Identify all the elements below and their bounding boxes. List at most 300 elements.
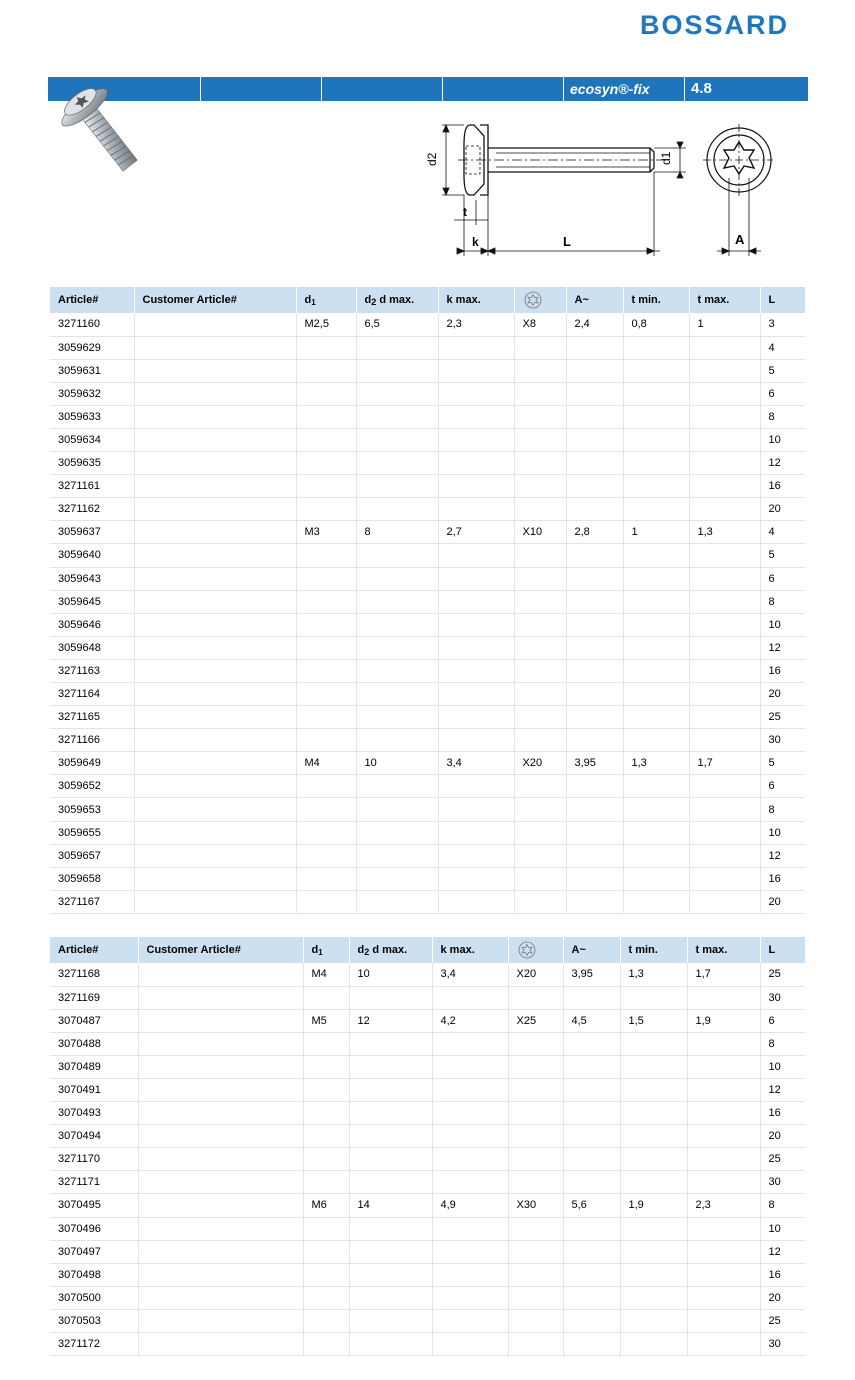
table-cell — [356, 821, 438, 844]
table-cell: 14 — [349, 1194, 432, 1217]
table-cell — [432, 1240, 508, 1263]
table-row — [50, 1194, 805, 1217]
label-d2: d2 — [425, 152, 439, 166]
table-cell — [134, 590, 296, 613]
table-row — [50, 1286, 805, 1309]
table-cell: 1 — [689, 313, 760, 336]
table-cell — [566, 867, 623, 890]
table-cell: 3271167 — [50, 890, 134, 913]
table-cell: 3271166 — [50, 729, 134, 752]
table-row — [50, 683, 805, 706]
table-cell — [303, 1055, 349, 1078]
table-cell: 3271171 — [50, 1171, 138, 1194]
table-cell — [138, 1309, 303, 1332]
table-cell — [566, 405, 623, 428]
table-cell — [296, 683, 356, 706]
table-cell: 3070503 — [50, 1309, 138, 1332]
table-cell — [356, 706, 438, 729]
table-cell — [689, 498, 760, 521]
table-cell: 5 — [760, 752, 805, 775]
table-cell: M4 — [303, 963, 349, 986]
table-cell — [566, 336, 623, 359]
product-header-bar — [48, 77, 808, 101]
table-cell — [566, 798, 623, 821]
table-cell: 3070488 — [50, 1032, 138, 1055]
table-cell: 2,7 — [438, 521, 514, 544]
table-cell — [138, 1217, 303, 1240]
table-cell — [296, 729, 356, 752]
table-row — [50, 1125, 805, 1148]
table-cell: 3070497 — [50, 1240, 138, 1263]
table-cell — [134, 313, 296, 336]
table-cell — [623, 428, 689, 451]
table-cell — [689, 567, 760, 590]
table-cell — [508, 1125, 563, 1148]
table-cell — [134, 683, 296, 706]
table-cell — [563, 1286, 620, 1309]
table-cell — [514, 659, 566, 682]
table-cell — [563, 1148, 620, 1171]
table-cell: 3271168 — [50, 963, 138, 986]
table-cell — [296, 382, 356, 405]
table-cell: 20 — [760, 1125, 805, 1148]
table-cell: 8 — [760, 1194, 805, 1217]
table-cell — [296, 821, 356, 844]
table-cell — [689, 590, 760, 613]
table-cell — [514, 867, 566, 890]
table-cell — [566, 683, 623, 706]
table-cell — [563, 1333, 620, 1356]
table-cell: 3070487 — [50, 1009, 138, 1032]
table-cell — [508, 1102, 563, 1125]
table-cell — [349, 1333, 432, 1356]
table-cell: 3059629 — [50, 336, 134, 359]
table-cell — [514, 890, 566, 913]
table-cell — [620, 1055, 687, 1078]
table-cell: 3070496 — [50, 1217, 138, 1240]
table-cell: 8 — [760, 590, 805, 613]
table-cell — [514, 359, 566, 382]
table-cell: 1,3 — [620, 963, 687, 986]
col-d1: $d_1$ — [303, 937, 349, 963]
table-cell — [438, 683, 514, 706]
table-cell — [356, 867, 438, 890]
table-cell — [134, 428, 296, 451]
table-header-row — [50, 287, 805, 313]
table-cell — [623, 636, 689, 659]
table-cell — [356, 475, 438, 498]
table-cell — [689, 821, 760, 844]
table-cell — [134, 636, 296, 659]
table-cell — [689, 844, 760, 867]
table-cell: 8 — [760, 798, 805, 821]
table-cell: 25 — [760, 1148, 805, 1171]
col-drive — [514, 287, 566, 313]
table-cell — [514, 821, 566, 844]
col-article: Article# — [50, 287, 134, 313]
table-cell — [620, 1032, 687, 1055]
table-cell — [134, 775, 296, 798]
table-cell — [566, 567, 623, 590]
table-cell — [356, 567, 438, 590]
table-cell — [508, 986, 563, 1009]
table-cell: 3059646 — [50, 613, 134, 636]
table-cell — [349, 1148, 432, 1171]
table-cell — [508, 1286, 563, 1309]
col-t-max: t max. — [687, 937, 760, 963]
table-cell: 3070493 — [50, 1102, 138, 1125]
table-cell: X8 — [514, 313, 566, 336]
bossard-logo: BOSSARD — [640, 10, 790, 40]
table-cell: 3070495 — [50, 1194, 138, 1217]
label-A: A — [735, 232, 745, 247]
table-cell — [620, 986, 687, 1009]
table-cell — [296, 590, 356, 613]
table-header-row — [50, 937, 805, 963]
table-cell — [349, 1171, 432, 1194]
table-cell — [349, 1286, 432, 1309]
table-cell: 3271165 — [50, 706, 134, 729]
table-cell — [432, 986, 508, 1009]
table-cell — [303, 1032, 349, 1055]
table-cell — [623, 590, 689, 613]
table-row — [50, 844, 805, 867]
strength-grade: 4.8 — [691, 80, 712, 97]
table-cell — [623, 382, 689, 405]
table-cell — [623, 775, 689, 798]
col-a: A~ — [566, 287, 623, 313]
table-cell — [138, 1263, 303, 1286]
col-d1: $d_1$ — [296, 287, 356, 313]
table-cell: 3059652 — [50, 775, 134, 798]
technical-drawing — [418, 110, 738, 260]
table-cell: 3070494 — [50, 1125, 138, 1148]
table-cell — [687, 986, 760, 1009]
table-cell — [689, 452, 760, 475]
table-cell — [514, 683, 566, 706]
table-cell — [687, 1286, 760, 1309]
table-cell — [438, 659, 514, 682]
table-cell — [623, 844, 689, 867]
table-row — [50, 1148, 805, 1171]
table-cell — [438, 405, 514, 428]
table-cell: M5 — [303, 1009, 349, 1032]
table-cell: 3059633 — [50, 405, 134, 428]
table-cell — [689, 359, 760, 382]
table-cell — [303, 1240, 349, 1263]
table-cell — [349, 1217, 432, 1240]
table-cell — [356, 775, 438, 798]
table-cell — [514, 590, 566, 613]
col-k-max: k max. — [438, 287, 514, 313]
table-cell — [296, 498, 356, 521]
table-cell: 3271170 — [50, 1148, 138, 1171]
table-cell — [623, 359, 689, 382]
table-cell — [623, 706, 689, 729]
table-cell — [296, 867, 356, 890]
table-cell: 2,4 — [566, 313, 623, 336]
table-cell — [623, 544, 689, 567]
table-cell: 0,8 — [623, 313, 689, 336]
table-cell — [508, 1055, 563, 1078]
table-cell — [623, 683, 689, 706]
table-cell — [566, 475, 623, 498]
col-d2: d2 d max. — [356, 287, 438, 313]
table-cell: 20 — [760, 498, 805, 521]
table-cell: 3271160 — [50, 313, 134, 336]
table-cell — [303, 1217, 349, 1240]
table-cell — [303, 1263, 349, 1286]
table-cell — [356, 428, 438, 451]
torx-drive-icon — [517, 941, 537, 959]
table-cell: X25 — [508, 1009, 563, 1032]
table-cell — [623, 867, 689, 890]
table-cell — [566, 659, 623, 682]
article-table-2 — [50, 937, 805, 1356]
table-cell — [349, 1309, 432, 1332]
table-cell — [566, 590, 623, 613]
table-row — [50, 729, 805, 752]
table-cell: M3 — [296, 521, 356, 544]
table-cell: 1,5 — [620, 1009, 687, 1032]
table-cell — [438, 498, 514, 521]
table-cell — [689, 729, 760, 752]
table-cell — [566, 382, 623, 405]
table-cell — [514, 452, 566, 475]
col-drive — [508, 937, 563, 963]
col-t-min: t min. — [620, 937, 687, 963]
table-cell: X10 — [514, 521, 566, 544]
table-row — [50, 963, 805, 986]
table-cell: 3059655 — [50, 821, 134, 844]
table-cell — [432, 1309, 508, 1332]
table-cell — [563, 1078, 620, 1101]
table-cell — [689, 890, 760, 913]
table-cell — [134, 729, 296, 752]
table-cell: 16 — [760, 1263, 805, 1286]
table-cell — [432, 1171, 508, 1194]
table-cell — [508, 1078, 563, 1101]
table-row — [50, 382, 805, 405]
table-cell — [432, 1055, 508, 1078]
table-cell — [687, 1102, 760, 1125]
table-cell — [514, 475, 566, 498]
table-cell: 30 — [760, 1333, 805, 1356]
col-k-max: k max. — [432, 937, 508, 963]
table-cell — [563, 986, 620, 1009]
table-cell — [508, 1217, 563, 1240]
table-cell — [623, 729, 689, 752]
table-cell — [432, 1217, 508, 1240]
table-cell — [620, 1217, 687, 1240]
table-cell — [432, 1333, 508, 1356]
table-cell — [689, 798, 760, 821]
col-l: L — [760, 937, 805, 963]
table-cell — [514, 729, 566, 752]
table-cell: 12 — [760, 844, 805, 867]
table-cell — [566, 498, 623, 521]
table-row — [50, 1171, 805, 1194]
table-cell — [687, 1055, 760, 1078]
label-d1: d1 — [659, 151, 673, 165]
table-cell — [566, 544, 623, 567]
table-cell — [566, 821, 623, 844]
table-cell — [687, 1171, 760, 1194]
table-cell — [296, 567, 356, 590]
label-L: L — [563, 234, 571, 249]
table-cell — [687, 1125, 760, 1148]
table-cell — [296, 428, 356, 451]
table-row — [50, 405, 805, 428]
table-cell — [432, 1286, 508, 1309]
table-cell — [623, 405, 689, 428]
table-row — [50, 498, 805, 521]
table-cell — [623, 567, 689, 590]
table-cell — [689, 683, 760, 706]
table-cell — [438, 475, 514, 498]
table-cell — [296, 359, 356, 382]
table-cell: 5,6 — [563, 1194, 620, 1217]
table-cell: M4 — [296, 752, 356, 775]
table-cell: 3059637 — [50, 521, 134, 544]
table-cell — [623, 498, 689, 521]
table-cell — [623, 452, 689, 475]
table-cell: 10 — [760, 1217, 805, 1240]
table-row — [50, 1263, 805, 1286]
table-cell — [514, 775, 566, 798]
col-article: Article# — [50, 937, 138, 963]
table-row — [50, 1102, 805, 1125]
table-cell — [566, 359, 623, 382]
table-cell — [689, 336, 760, 359]
table-cell — [432, 1263, 508, 1286]
table-cell — [689, 659, 760, 682]
table-cell — [356, 382, 438, 405]
table-cell — [438, 428, 514, 451]
table-cell — [438, 867, 514, 890]
table-cell: 3,4 — [432, 963, 508, 986]
table-cell — [432, 1102, 508, 1125]
table-cell: 25 — [760, 1309, 805, 1332]
table-cell — [566, 706, 623, 729]
table-cell — [138, 1009, 303, 1032]
table-cell: X20 — [514, 752, 566, 775]
table-cell — [689, 613, 760, 636]
table-cell — [356, 659, 438, 682]
table-row — [50, 428, 805, 451]
table-cell: 6,5 — [356, 313, 438, 336]
table-cell: 25 — [760, 963, 805, 986]
table-cell — [566, 428, 623, 451]
table-cell — [349, 986, 432, 1009]
table-cell — [138, 1194, 303, 1217]
table-cell: 10 — [760, 821, 805, 844]
table-cell — [687, 1032, 760, 1055]
table-cell — [138, 1078, 303, 1101]
table-row — [50, 1009, 805, 1032]
table-cell: 3,95 — [563, 963, 620, 986]
table-cell — [134, 867, 296, 890]
table-cell — [514, 428, 566, 451]
table-cell: M2,5 — [296, 313, 356, 336]
table-cell — [134, 844, 296, 867]
table-cell — [620, 1078, 687, 1101]
table-cell — [566, 729, 623, 752]
table-cell — [134, 752, 296, 775]
table-cell — [689, 475, 760, 498]
table-cell — [514, 405, 566, 428]
table-cell — [303, 1125, 349, 1148]
col-a: A~ — [563, 937, 620, 963]
table-cell — [356, 798, 438, 821]
table-row — [50, 986, 805, 1009]
table-cell: 16 — [760, 475, 805, 498]
table-cell — [438, 382, 514, 405]
table-cell — [620, 1286, 687, 1309]
table-cell: 3059634 — [50, 428, 134, 451]
table-cell — [687, 1333, 760, 1356]
table-cell: 8 — [356, 521, 438, 544]
table-cell — [514, 706, 566, 729]
table-cell — [566, 890, 623, 913]
table-row — [50, 590, 805, 613]
table-cell: 10 — [760, 1055, 805, 1078]
table-cell — [134, 706, 296, 729]
table-cell — [356, 336, 438, 359]
table-cell — [508, 1240, 563, 1263]
table-cell — [432, 1148, 508, 1171]
table-cell — [349, 1125, 432, 1148]
table-cell — [438, 359, 514, 382]
table-cell — [303, 1286, 349, 1309]
table-cell — [296, 613, 356, 636]
table-cell — [566, 844, 623, 867]
table-cell: 3059640 — [50, 544, 134, 567]
table-cell — [689, 706, 760, 729]
table-cell: X20 — [508, 963, 563, 986]
table-row — [50, 821, 805, 844]
table-cell — [134, 798, 296, 821]
table-cell — [620, 1333, 687, 1356]
table-cell: 20 — [760, 683, 805, 706]
table-row — [50, 798, 805, 821]
table-cell: 8 — [760, 405, 805, 428]
table-row — [50, 1078, 805, 1101]
table-cell: 3271172 — [50, 1333, 138, 1356]
table-cell: 6 — [760, 1009, 805, 1032]
table-cell — [566, 613, 623, 636]
table-cell — [134, 613, 296, 636]
table-cell: 6 — [760, 382, 805, 405]
product-name: ecosyn®-fix — [564, 77, 685, 101]
table-row — [50, 1217, 805, 1240]
table-cell — [623, 336, 689, 359]
table-cell: 3059657 — [50, 844, 134, 867]
table-cell — [138, 1286, 303, 1309]
table-cell: 4 — [760, 336, 805, 359]
table-cell — [349, 1263, 432, 1286]
table-cell: 2,3 — [438, 313, 514, 336]
table-cell — [689, 544, 760, 567]
table-cell: 1,3 — [689, 521, 760, 544]
table-cell — [514, 567, 566, 590]
table-cell — [349, 1055, 432, 1078]
table-cell: 10 — [356, 752, 438, 775]
table-cell — [508, 1263, 563, 1286]
table-cell: 12 — [760, 1078, 805, 1101]
table-cell — [563, 1102, 620, 1125]
table-cell: 3070500 — [50, 1286, 138, 1309]
